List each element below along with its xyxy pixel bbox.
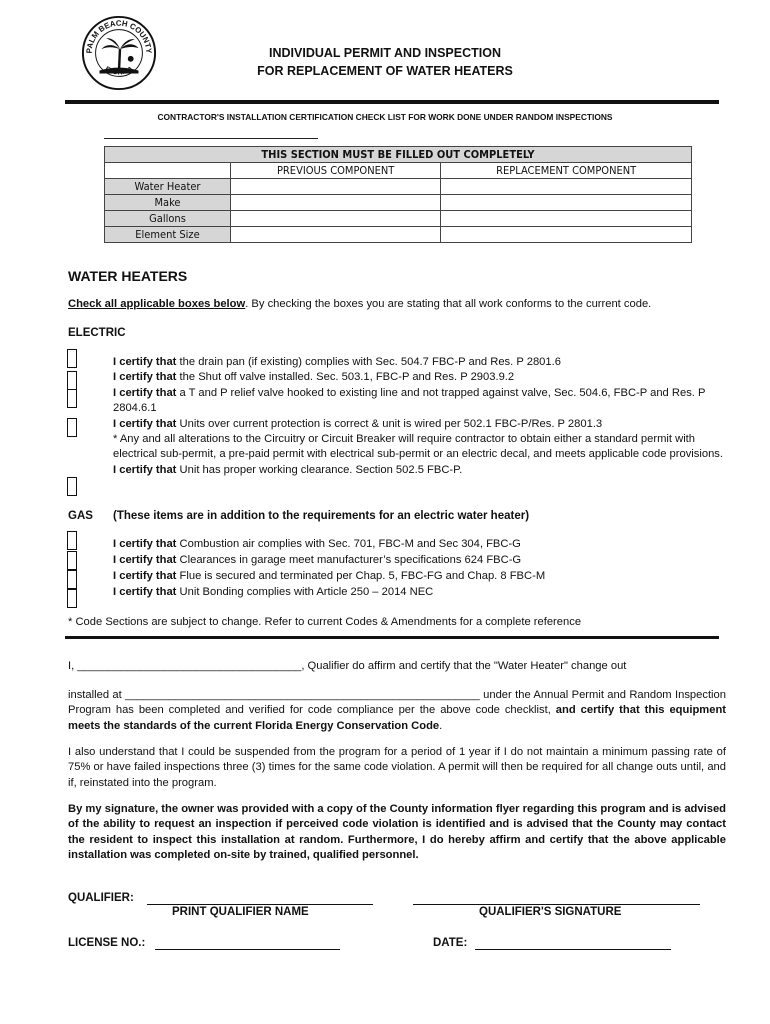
gas-item: I certify that Unit Bonding complies with Article 250 – 2014 NEC [113, 586, 434, 598]
electric-item: I certify that Units over current protection is correct & unit is wired per 502.1 FBC-P/Res. P 2801.3 [113, 417, 603, 430]
gas-note: (These items are in addition to the requirements for an electric water heater) [113, 510, 530, 522]
code-note: * Code Sections are subject to change. Refer to current Codes & Amendments for a complete reference [68, 616, 582, 628]
certification-title: CONTRACTOR'S INSTALLATION CERTIFICATION CHECK LIST FOR WORK DONE UNDER RANDOM INSPECTIONS [157, 112, 613, 122]
replacement-water-heater-field[interactable] [441, 179, 692, 195]
section-title: WATER HEATERS [68, 268, 188, 284]
date-field[interactable] [475, 949, 671, 950]
component-table [104, 146, 692, 243]
qualifier-signature-label: QUALIFIER'S SIGNATURE [479, 906, 622, 918]
gas-item: I certify that Flue is secured and terminated per Chap. 5, FBC-FG and Chap. 8 FBC-M [113, 570, 546, 582]
electric-checkbox-1[interactable] [67, 349, 77, 368]
blank-line [104, 138, 318, 139]
owner-paragraph: By my signature, the owner was provided with a copy of the County information flyer regarding this program and is advised of the ability to request an inspection if perceived code violation is identified and is advised that the County may contact the resident to inspect this installation at random. Furthermore, I do hereby affirm and certify that the above applicable installation was completed on-site by trained, qualified personnel. [68, 803, 726, 862]
check-instructions-text: . By checking the boxes you are stating that all work conforms to the current code. [245, 298, 652, 310]
col-replacement-component: REPLACEMENT COMPONENT [441, 163, 692, 179]
suspension-paragraph: I also understand that I could be suspended from the program for a period of 1 year if I do not maintain a minimum passing rate of 75% or have failed inspections three (3) times for the same code violation. A permit will then be required for all change outs until, and if, reinstated into the program. [68, 746, 726, 789]
qualifier-signature-field[interactable] [413, 904, 700, 905]
check-instructions-emphasis: Check all applicable boxes below [68, 298, 246, 310]
gas-label: GAS [68, 510, 93, 522]
previous-gallons-field[interactable] [231, 211, 441, 227]
previous-water-heater-field[interactable] [231, 179, 441, 195]
electric-note: * Any and all alterations to the Circuitry or Circuit Breaker will require contractor to obtain either a standard permit with electrical sub-permit, a pre-paid permit with electrical sub-permit or an electric decal, and meets applicable code provisions. [113, 433, 723, 461]
table-corner-cell [105, 163, 231, 179]
date-label: DATE: [433, 937, 468, 949]
gas-checkbox-2[interactable] [67, 551, 77, 570]
form-title-line2: FOR REPLACEMENT OF WATER HEATERS [257, 64, 513, 78]
row-label-make: Make [105, 195, 231, 211]
previous-element-size-field[interactable] [231, 227, 441, 243]
svg-text:PALM BEACH COUNTY: PALM BEACH COUNTY [84, 18, 154, 54]
gas-item: I certify that Combustion air complies with Sec. 701, FBC-M and Sec 304, FBC-G [113, 538, 521, 550]
check-instructions [68, 297, 651, 312]
gas-checkbox-3[interactable] [67, 570, 77, 589]
qualifier-label: QUALIFIER: [68, 892, 134, 904]
electric-item: I certify that a T and P relief valve hooked to existing line and not trapped against valve, Sec. 504.6, FBC-P and Res. P 2804.6.1 [113, 386, 706, 415]
gas-items [113, 536, 723, 600]
electric-item: I certify that Unit has proper working clearance. Section 502.5 FBC-P. [113, 463, 463, 476]
electric-label: ELECTRIC [68, 327, 126, 339]
gas-checkbox-1[interactable] [67, 531, 77, 550]
print-qualifier-name-label: PRINT QUALIFIER NAME [172, 906, 309, 918]
license-label: LICENSE NO.: [68, 937, 146, 949]
row-label-water-heater: Water Heater [105, 179, 231, 195]
header-divider [65, 100, 719, 104]
previous-make-field[interactable] [231, 195, 441, 211]
replacement-make-field[interactable] [441, 195, 692, 211]
row-label-element-size: Element Size [105, 227, 231, 243]
electric-checkbox-2[interactable] [67, 371, 77, 390]
qualifier-name-field[interactable] [147, 904, 373, 905]
replacement-gallons-field[interactable] [441, 211, 692, 227]
table-banner: THIS SECTION MUST BE FILLED OUT COMPLETELY [105, 147, 692, 163]
electric-items [113, 355, 723, 478]
gas-item: I certify that Clearances in garage meet manufacturer’s specifications 624 FBC-G [113, 554, 522, 566]
form-title-line1: INDIVIDUAL PERMIT AND INSPECTION [269, 46, 501, 60]
row-label-gallons: Gallons [105, 211, 231, 227]
electric-checkbox-4[interactable] [67, 418, 77, 437]
col-previous-component: PREVIOUS COMPONENT [231, 163, 441, 179]
affirm-line-1: I, ____________________________________, Qualifier do affirm and certify that the "Water Heater" change out [68, 660, 627, 672]
affirm-paragraph: installed at _________________________________________________________ under the Annual Permit and Random Inspection Program has been completed and verified for code compliance per the above code checklist, and certify that this equipment meets the standards of the current Florida Energy Conservation Code. [68, 689, 727, 732]
electric-checkbox-3[interactable] [67, 389, 77, 408]
section-divider [65, 636, 719, 639]
replacement-element-size-field[interactable] [441, 227, 692, 243]
electric-item: I certify that the drain pan (if existing) complies with Sec. 504.7 FBC-P and Res. P 2801.6 [113, 356, 561, 368]
gas-checkbox-4[interactable] [67, 589, 77, 608]
electric-checkbox-5[interactable] [67, 477, 77, 496]
license-number-field[interactable] [155, 949, 340, 950]
electric-item: I certify that the Shut off valve installed. Sec. 503.1, FBC-P and Res. P 2903.9.2 [113, 371, 515, 384]
